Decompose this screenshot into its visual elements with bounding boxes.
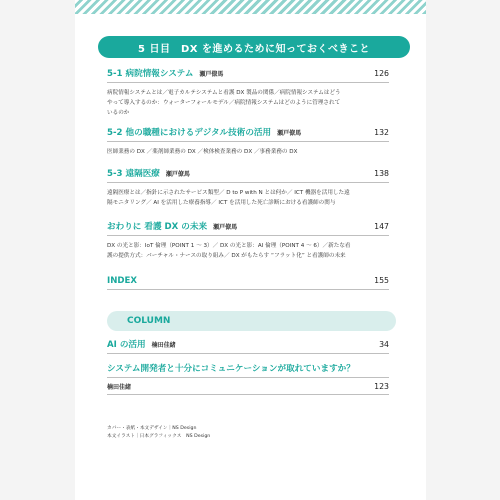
divider [107, 182, 389, 183]
section-summary [107, 188, 389, 208]
summary-line: DX の光と影：IoT 倫理（POINT 1 〜 3）／ DX の光と影：AI 倫理（POINT 4 〜 6）／新たな看 [107, 243, 351, 249]
column-item-author: 楠田佳緒 [151, 342, 176, 349]
divider [107, 394, 389, 395]
index-page-number: 155 [374, 276, 389, 285]
summary-line: 病院情報システムとは／電子カルテシステムと看護 DX 製品の関係／病院情報システムはどう [107, 90, 341, 96]
summary-line: 医師業務の DX ／薬剤師業務の DX ／検体検査業務の DX ／事務業務の DX [107, 149, 298, 155]
divider [107, 82, 389, 83]
section-page-number: 126 [374, 69, 389, 78]
column-item-title: AI の活用 [107, 340, 146, 350]
divider [107, 141, 389, 142]
toc-section-5-2[interactable] [107, 126, 389, 157]
toc-section-5-3[interactable] [107, 167, 389, 208]
credit-line: カバー・表紙・本文デザイン｜NS Design [107, 426, 197, 431]
summary-line: いるのか [107, 110, 130, 117]
divider [107, 235, 389, 236]
column-item-page-number: 34 [379, 340, 389, 349]
toc-section-5-1[interactable] [107, 67, 389, 119]
divider [107, 289, 389, 290]
section-page-number: 138 [374, 169, 389, 178]
column-label: COLUMN [127, 316, 171, 326]
section-page-number: 132 [374, 128, 389, 137]
section-title: 5-2 他の職種におけるデジタル技術の活用 [107, 128, 272, 138]
section-summary [107, 147, 389, 157]
toc-column-item[interactable] [107, 362, 389, 395]
index-label: INDEX [107, 276, 138, 286]
column-item-page-number: 123 [374, 382, 389, 391]
toc-column-item[interactable] [107, 338, 389, 354]
column-item-author: 楠田佳緒 [107, 384, 132, 391]
section-author: 瀬戸僚馬 [213, 224, 238, 231]
column-item-title: システム開発者と十分にコミュニケーションが取れていますか？ [107, 364, 355, 374]
summary-line: 遠隔医療とは／指針に示されたサービス類型／ D to P with N とは何か／ ICT 機器を活用した遠 [107, 190, 350, 196]
section-author: 瀬戸僚馬 [165, 171, 190, 178]
divider [107, 377, 389, 378]
section-title: 5-3 遠隔医療 [107, 169, 160, 179]
chapter-title-bar [98, 36, 410, 58]
section-page-number: 147 [374, 222, 389, 231]
section-title: おわりに 看護 DX の未来 [107, 222, 208, 232]
summary-line: やって導入するのか：ウォーターフォールモデル／病院情報システムはどのように管理されて [107, 100, 341, 107]
credits [107, 425, 210, 441]
toc-section-closing[interactable] [107, 220, 389, 261]
section-author: 瀬戸僚馬 [277, 130, 302, 137]
top-decorative-stripe [75, 0, 426, 14]
summary-line: 隔モニタリング／ AI を活用した療養指導／ ICT を活用した死亡診断における看護師の関与 [107, 200, 336, 207]
summary-line: 護の提供方式：バーチャル・ナースの取り組み／ DX がもたらす “フラット化” と看護師の未来 [107, 253, 346, 260]
column-header-bar [107, 311, 396, 331]
section-author: 瀬戸僚馬 [199, 71, 224, 78]
section-summary [107, 88, 389, 119]
credit-line: 本文イラスト｜日本グラフィックス NS Design [107, 434, 211, 439]
section-summary [107, 241, 389, 261]
divider [107, 353, 389, 354]
toc-index[interactable] [107, 276, 389, 290]
section-title: 5-1 病院情報システム [107, 69, 194, 79]
chapter-title: 5 日目 DX を進めるために知っておくべきこと [138, 43, 370, 55]
